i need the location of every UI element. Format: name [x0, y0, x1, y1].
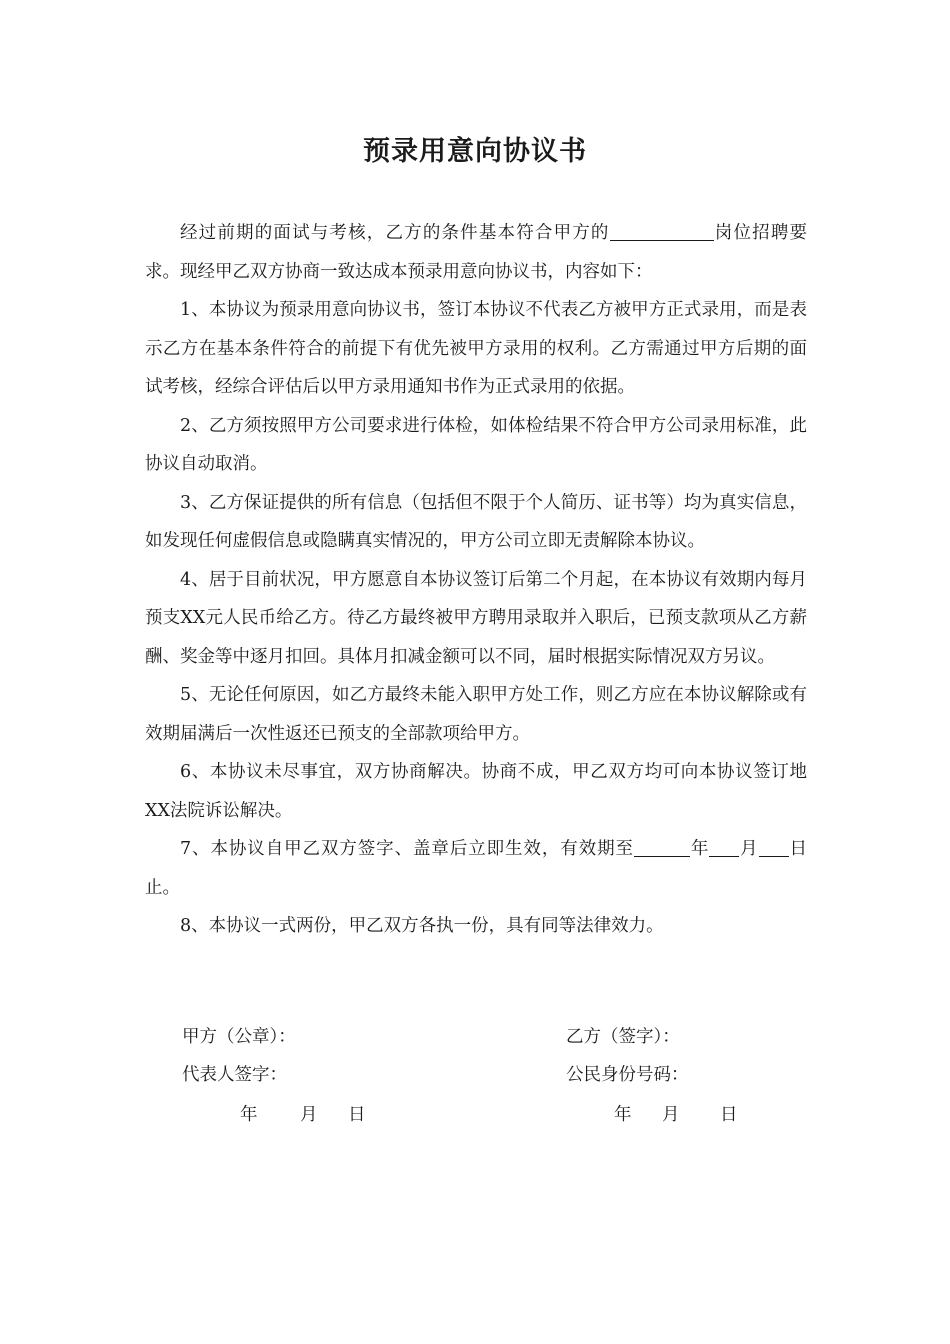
clause-4: 4、居于目前状况，甲方愿意自本协议签订后第二个月起，在本协议有效期内每月预支XX元人民币给乙方。待乙方最终被甲方聘用录取并入职后，已预支款项从乙方薪酬、奖金等中逐月扣回。具体月扣减金额可以不同，届时根据实际情况双方另议。	[145, 569, 807, 667]
representative-signature-label: 代表人签字：	[182, 1065, 287, 1085]
clause-5: 5、无论任何原因，如乙方最终未能入职甲方处工作，则乙方应在本协议解除或有效期届满后一次性返还已预支的全部款项给甲方。	[145, 685, 807, 744]
clause-7-text: 7、本协议自甲乙双方签字、盖章后立即生效，有效期至	[180, 839, 634, 859]
clause-3: 3、乙方保证提供的所有信息（包括但不限于个人简历、证书等）均为真实信息，如发现任何虚假信息或隐瞒真实情况的，甲方公司立即无责解除本协议。	[145, 492, 807, 551]
clause-2: 2、乙方须按照甲方公司要求进行体检，如体检结果不符合甲方公司录用标准，此协议自动取消。	[145, 415, 807, 474]
party-b-date-year: 年	[614, 1105, 632, 1125]
document-body	[145, 214, 807, 946]
clause-6: 6、本协议未尽事宜，双方协商解决。协商不成，甲乙双方均可向本协议签订地XX法院诉讼解决。	[145, 762, 807, 821]
clause-7	[145, 830, 807, 907]
party-a-date-day: 日	[348, 1105, 366, 1125]
party-a-date-month: 月	[300, 1105, 318, 1125]
clause-7-month: 月	[739, 839, 759, 859]
validity-day-blank[interactable]	[759, 838, 789, 857]
position-blank[interactable]	[610, 222, 714, 241]
party-b-signature-block	[566, 1018, 689, 1094]
document-title: 预录用意向协议书	[363, 136, 587, 167]
id-number-label: 公民身份号码：	[566, 1065, 689, 1085]
party-b-date-month: 月	[662, 1105, 680, 1125]
clause-1: 1、本协议为预录用意向协议书，签订本协议不代表乙方被甲方正式录用，而是表示乙方在基本条件符合的前提下有优先被甲方录用的权利。乙方需通过甲方后期的面试考核，经综合评估后以甲方录用通知书作为正式录用的依据。	[145, 300, 807, 397]
party-a-signature-block	[182, 1018, 296, 1094]
party-a-date	[240, 1096, 366, 1134]
intro-text-start: 经过前期的面试与考核，乙方的条件基本符合甲方的	[180, 223, 610, 243]
party-b-date	[614, 1096, 738, 1134]
intro-text-end: 岗位招聘要求。现经甲乙双方协商一致达成本预录用意向协议书，内容如下：	[145, 223, 808, 282]
intro-paragraph	[145, 214, 807, 291]
party-b-signature-label: 乙方（签字）：	[566, 1027, 680, 1047]
party-b-date-day: 日	[720, 1105, 738, 1125]
clause-8: 8、本协议一式两份，甲乙双方各执一份，具有同等法律效力。	[180, 916, 664, 936]
party-a-date-year: 年	[240, 1105, 258, 1125]
clause-7-end: 日止。	[145, 839, 808, 898]
validity-year-blank[interactable]	[634, 838, 690, 857]
clause-7-year: 年	[689, 839, 710, 859]
party-a-seal-label: 甲方（公章）：	[182, 1027, 296, 1047]
validity-month-blank[interactable]	[709, 838, 739, 857]
